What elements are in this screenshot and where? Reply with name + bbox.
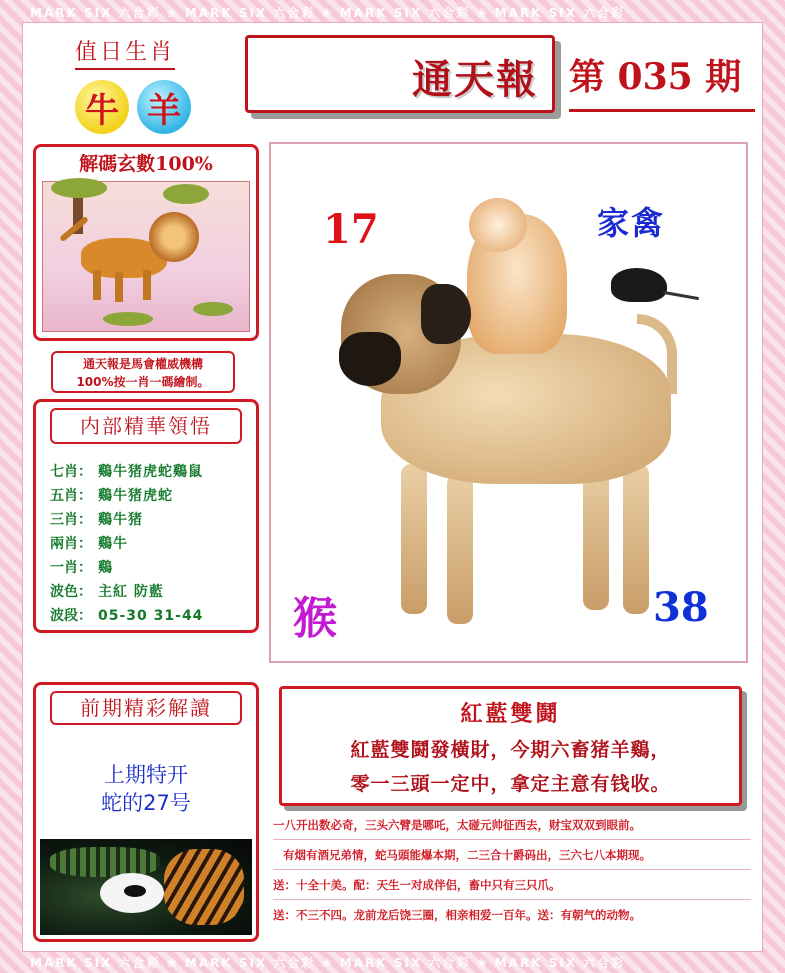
tip-key: 兩肖： [50,536,92,552]
dog-muzzle [339,332,401,386]
watermark-top: MARK SIX 六合彩 ❀ MARK SIX 六合彩 ❀ MARK SIX 六合彩 ❀ MARK SIX 六合彩 [30,6,626,20]
label-monkey: 猴 [293,593,337,644]
tip-key: 七肖： [50,464,92,480]
tip-value: 鷄 [98,560,113,576]
duty-animal-goat: 羊 [137,80,191,134]
number-blue: 38 [653,584,709,631]
divider [273,839,751,840]
dog-leg [623,464,649,614]
dog-ear [421,284,471,344]
tip-row [50,580,203,604]
tip-value: 鷄牛猪 [98,512,143,528]
verse-line: 送：十全十美。配：天生一对成伴侣，畜中只有三只爪。 [273,878,561,892]
duty-zodiac-box [53,33,223,138]
tip-key: 波色： [50,584,92,600]
watermark-bottom: MARK SIX 六合彩 ❀ MARK SIX 六合彩 ❀ MARK SIX 六合彩 ❀ MARK SIX 六合彩 [30,956,626,970]
tip-key: 三肖： [50,512,92,528]
verse-line: 送：不三不四。龙前龙后饶三圈，相亲相爱一百年。送：有朝气的动物。 [273,908,641,922]
verse-line: 一八开出数必奇，三头六臂是哪吒，太碰元帅征西去，财宝双双到眼前。 [273,818,641,832]
tips-title: 内部精華領悟 [50,408,242,444]
tip-row [50,508,203,532]
lion-leg [115,272,123,302]
label-poultry: 家禽 [597,204,666,242]
bush [103,312,153,326]
authority-notice [51,351,235,393]
notice-line-2: 100%按一肖一碼繪制。 [76,375,210,389]
duty-animal-ox: 牛 [75,80,129,134]
lion-leg [93,270,101,300]
slogan-box [279,686,742,806]
tip-row [50,556,203,580]
tips-list [50,460,203,628]
tip-row [50,604,203,628]
slogan-line-1: 紅藍雙鬪發橫財，今期六畜猪羊鷄， [350,739,671,761]
notice-line-1: 通天報是馬會權威機構 [82,357,203,371]
lion-illustration [42,181,250,332]
page-title: 通天報 [412,56,538,103]
tip-value: 鷄牛猪虎蛇鷄鼠 [98,464,203,480]
number-red: 17 [323,206,379,253]
tip-key: 一肖： [50,560,92,576]
decode-title: 解碼玄數100% [79,153,213,175]
cat-head [469,198,527,252]
verse-line: 有烟有酒兄弟情，蛇马頭能爆本期，二三合十爵码出，三六七八本期现。 [283,848,651,862]
dragon-tiger-image [40,839,252,935]
rat-figure [611,268,667,302]
decode-panel [33,144,259,341]
lion-head [149,212,199,262]
rat-tail [663,291,699,300]
divider [273,899,751,900]
tip-value: 05-30 31-44 [98,608,204,624]
bush [193,302,233,316]
issue-underline [569,109,755,112]
tree-crown [163,184,209,204]
tip-row [50,460,203,484]
previous-title: 前期精彩解讀 [50,691,242,725]
tip-value: 鷄牛 [98,536,128,552]
issue-number: 第 035 期 [569,56,742,98]
masthead [245,35,555,113]
page-sheet [22,22,763,952]
tip-key: 五肖： [50,488,92,504]
previous-result-line-1: 上期特开 [104,763,188,787]
dog-leg [401,464,427,614]
tip-row [50,532,203,556]
tree-crown [51,178,107,198]
dog-leg [447,474,473,624]
lion-leg [143,270,151,300]
tip-key: 波段： [50,608,92,624]
tip-row [50,484,203,508]
previous-panel [33,682,259,942]
tips-panel [33,399,259,633]
divider [273,869,751,870]
slogan-title: 紅藍雙鬪 [460,701,561,727]
slogan-line-2: 零一三頭一定中，拿定主意有钱收。 [350,773,671,795]
previous-result-line-2: 蛇的27号 [101,791,191,815]
yin-yang-dot [124,885,146,897]
tip-value: 鷄牛猪虎蛇 [98,488,173,504]
dragon-scales [50,847,160,877]
main-photo [269,142,748,663]
tiger-figure [164,849,244,925]
duty-title: 值日生肖 [75,35,175,70]
tip-value: 主紅 防藍 [98,584,164,600]
previous-result [38,741,254,831]
